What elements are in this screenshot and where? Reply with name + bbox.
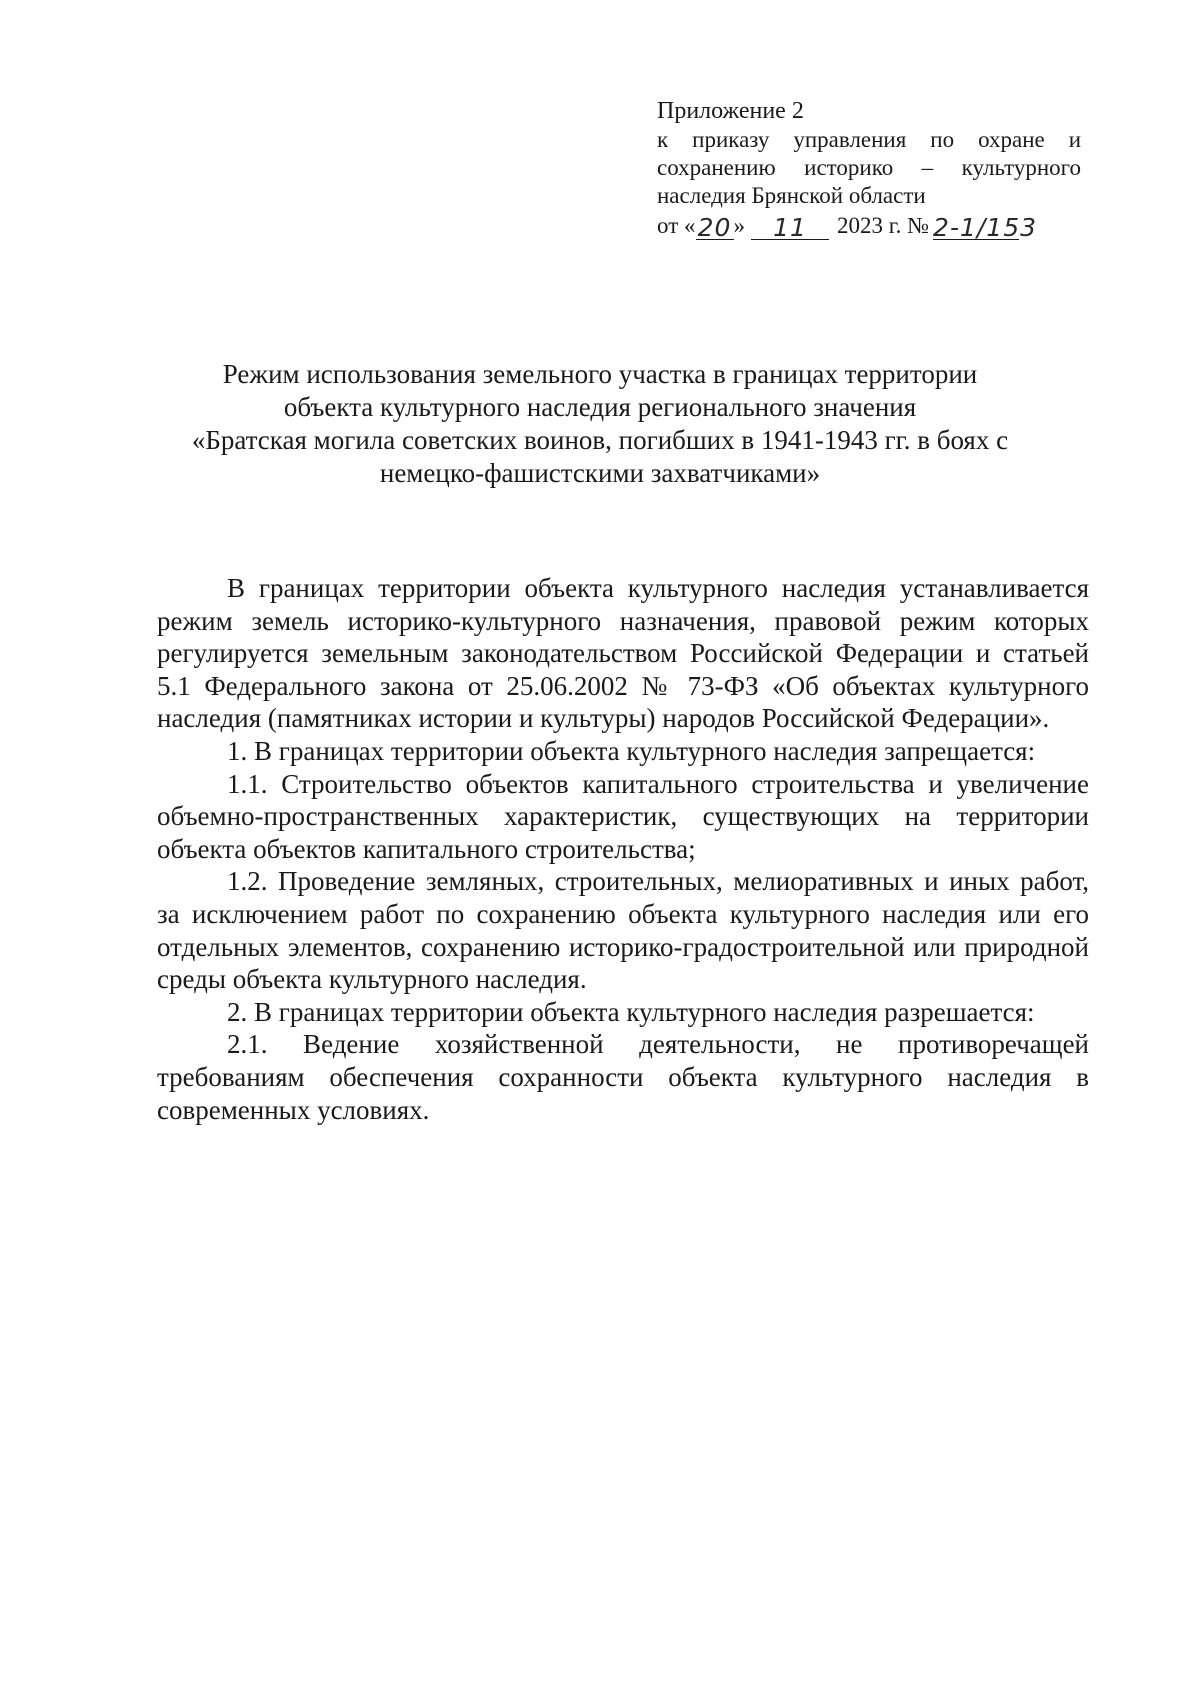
title-line-3: «Братская могила советских воинов, погибших в 1941-1943 гг. в боях с bbox=[191, 425, 1009, 455]
order-number-blank bbox=[933, 213, 1038, 242]
title-line-4: немецко-фашистскими захватчиками» bbox=[379, 458, 821, 488]
order-date-line bbox=[657, 210, 1081, 240]
intro-paragraph: В границах территории объекта культурного наследия устанавливается режим земель историко-культурного назначения, правовой режим которых регулируется земельным законодательством Российской Федерации и статьей 5.1 Федерального закона от 25.06.2002 № 73-ФЗ «Об объектах культурного наследия (памятниках истории и культуры) народов Российской Федерации». bbox=[157, 573, 1089, 734]
appendix-line-3: наследия Брянской области bbox=[657, 183, 926, 208]
date-day-blank bbox=[696, 213, 734, 242]
title-line-1: Режим использования земельного участка в границах территории bbox=[222, 359, 978, 389]
date-month-blank bbox=[751, 213, 829, 242]
appendix-header bbox=[657, 96, 1081, 240]
document-title bbox=[150, 358, 1050, 490]
date-day-handwritten: 20 bbox=[697, 213, 732, 242]
item-2-1-paragraph: 2.1. Ведение хозяйственной деятельности, не противоречащей требованиям обеспечения сохранности объекта культурного наследия в современных условиях. bbox=[157, 1029, 1089, 1125]
document-body bbox=[157, 572, 1089, 1126]
appendix-line-1: к приказу управления по охране и bbox=[657, 127, 1081, 152]
item-2-paragraph: 2. В границах территории объекта культурного наследия разрешается: bbox=[227, 996, 1035, 1027]
appendix-title: Приложение 2 bbox=[657, 98, 804, 124]
date-prefix: от « bbox=[657, 213, 696, 238]
item-1-paragraph: 1. В границах территории объекта культурного наследия запрещается: bbox=[227, 735, 1036, 766]
appendix-line-2: сохранению историко – культурного bbox=[657, 155, 1081, 180]
date-mid: » bbox=[733, 213, 745, 238]
item-1-1-paragraph: 1.1. Строительство объектов капитального строительства и увеличение объемно-пространственных характеристик, существующих на территории объекта объектов капитального строительства; bbox=[157, 768, 1089, 864]
title-line-2: объекта культурного наследия регионального значения bbox=[283, 392, 917, 422]
date-year: 2023 г. № bbox=[837, 213, 930, 238]
order-number-handwritten: 2-1/153 bbox=[933, 213, 1038, 242]
date-month-handwritten: 11 bbox=[773, 213, 807, 242]
item-1-2-paragraph: 1.2. Проведение земляных, строительных, мелиоративных и иных работ, за исключением работ по сохранению объекта культурного наследия или его отдельных элементов, сохранению историко-градостроительной или природной среды объекта культурного наследия. bbox=[157, 866, 1089, 995]
